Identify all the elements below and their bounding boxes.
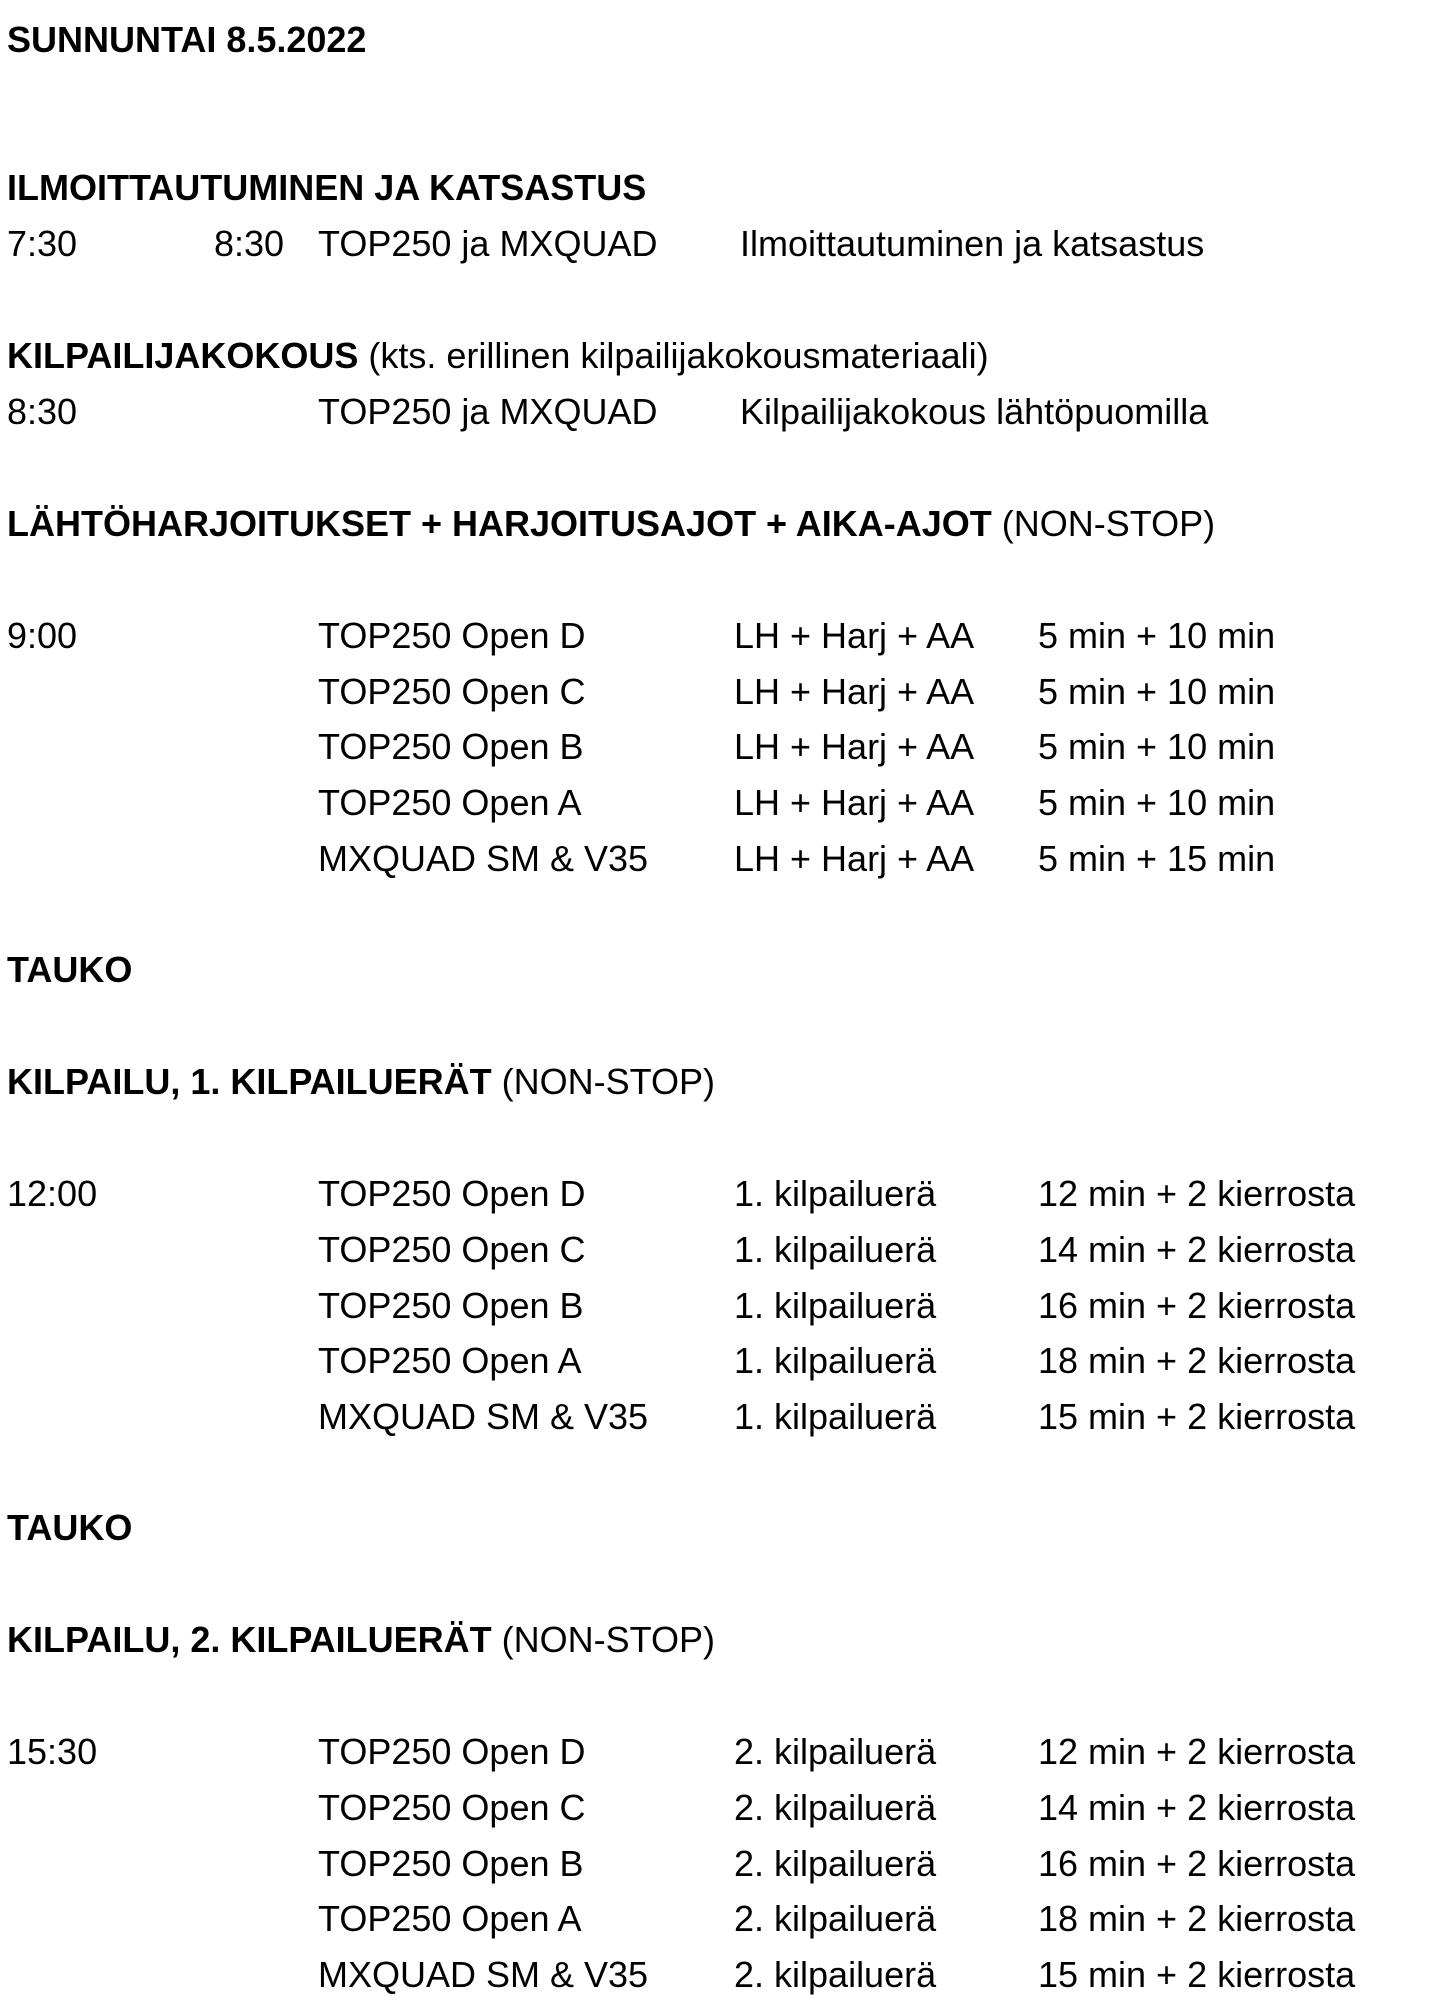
activity: 2. kilpailuerä — [734, 1954, 937, 1995]
class-name: TOP250 Open C — [318, 1229, 586, 1270]
class-name: TOP250 ja MXQUAD — [318, 223, 658, 264]
class-name: TOP250 Open B — [318, 1285, 584, 1326]
break-heading: TAUKO — [7, 949, 133, 990]
activity: 1. kilpailuerä — [734, 1340, 937, 1381]
duration: 5 min + 10 min — [1038, 615, 1276, 656]
duration: 12 min + 2 kierrosta — [1038, 1731, 1356, 1772]
table-row — [7, 670, 1427, 714]
start-time: 9:00 — [7, 615, 78, 656]
class-name: TOP250 ja MXQUAD — [318, 391, 658, 432]
duration: 14 min + 2 kierrosta — [1038, 1229, 1356, 1270]
class-name: MXQUAD SM & V35 — [318, 1396, 649, 1437]
table-row — [7, 837, 1427, 881]
activity: LH + Harj + AA — [734, 615, 975, 656]
class-name: TOP250 Open A — [318, 1340, 582, 1381]
table-row — [7, 1284, 1427, 1328]
class-name: TOP250 Open C — [318, 671, 586, 712]
class-name: MXQUAD SM & V35 — [318, 1954, 649, 1995]
activity: LH + Harj + AA — [734, 838, 975, 879]
duration: 15 min + 2 kierrosta — [1038, 1954, 1356, 1995]
start-time: 8:30 — [7, 391, 78, 432]
class-name: TOP250 Open A — [318, 782, 582, 823]
table-row — [7, 781, 1427, 825]
class-name: TOP250 Open B — [318, 726, 584, 767]
duration: 16 min + 2 kierrosta — [1038, 1843, 1356, 1884]
start-time: 15:30 — [7, 1731, 98, 1772]
activity: LH + Harj + AA — [734, 726, 975, 767]
class-name: MXQUAD SM & V35 — [318, 838, 649, 879]
end-time: 8:30 — [214, 223, 285, 264]
meeting-heading: KILPAILIJAKOKOUS (kts. erillinen kilpailijakokousmateriaali) — [7, 335, 989, 376]
duration: 12 min + 2 kierrosta — [1038, 1173, 1356, 1214]
class-name: TOP250 Open A — [318, 1898, 582, 1939]
table-row — [7, 1897, 1427, 1941]
activity: LH + Harj + AA — [734, 782, 975, 823]
break-heading: TAUKO — [7, 1507, 133, 1548]
table-row — [7, 1786, 1427, 1830]
activity: Kilpailijakokous lähtöpuomilla — [740, 391, 1209, 432]
activity: 2. kilpailuerä — [734, 1843, 937, 1884]
table-row — [7, 1730, 1427, 1774]
duration: 5 min + 15 min — [1038, 838, 1276, 879]
activity: 2. kilpailuerä — [734, 1898, 937, 1939]
class-name: TOP250 Open D — [318, 1173, 586, 1214]
duration: 14 min + 2 kierrosta — [1038, 1787, 1356, 1828]
activity: Ilmoittautuminen ja katsastus — [740, 223, 1205, 264]
table-row — [7, 725, 1427, 769]
table-row — [7, 614, 1427, 658]
class-name: TOP250 Open D — [318, 615, 586, 656]
table-row — [7, 1228, 1427, 1272]
duration: 18 min + 2 kierrosta — [1038, 1340, 1356, 1381]
practice-heading: LÄHTÖHARJOITUKSET + HARJOITUSAJOT + AIKA-AJOT (NON-STOP) — [7, 503, 1216, 544]
table-row — [7, 1172, 1427, 1216]
class-name: TOP250 Open B — [318, 1843, 584, 1884]
start-time: 12:00 — [7, 1173, 98, 1214]
duration: 5 min + 10 min — [1038, 782, 1276, 823]
duration: 15 min + 2 kierrosta — [1038, 1396, 1356, 1437]
duration: 18 min + 2 kierrosta — [1038, 1898, 1356, 1939]
activity: 1. kilpailuerä — [734, 1173, 937, 1214]
duration: 16 min + 2 kierrosta — [1038, 1285, 1356, 1326]
table-row — [7, 1395, 1427, 1439]
activity: 2. kilpailuerä — [734, 1731, 937, 1772]
duration: 5 min + 10 min — [1038, 726, 1276, 767]
activity: 1. kilpailuerä — [734, 1285, 937, 1326]
activity: 1. kilpailuerä — [734, 1229, 937, 1270]
table-row — [7, 1339, 1427, 1383]
registration-row — [7, 222, 1427, 266]
activity: LH + Harj + AA — [734, 671, 975, 712]
page-title: SUNNUNTAI 8.5.2022 — [7, 19, 367, 60]
activity: 2. kilpailuerä — [734, 1787, 937, 1828]
start-time: 7:30 — [7, 223, 78, 264]
class-name: TOP250 Open C — [318, 1787, 586, 1828]
class-name: TOP250 Open D — [318, 1731, 586, 1772]
meeting-row — [7, 390, 1427, 434]
activity: 1. kilpailuerä — [734, 1396, 937, 1437]
table-row — [7, 1953, 1427, 1997]
race2-heading: KILPAILU, 2. KILPAILUERÄT (NON-STOP) — [7, 1619, 716, 1660]
registration-heading: ILMOITTAUTUMINEN JA KATSASTUS — [7, 167, 647, 208]
duration: 5 min + 10 min — [1038, 671, 1276, 712]
table-row — [7, 1842, 1427, 1886]
race1-heading: KILPAILU, 1. KILPAILUERÄT (NON-STOP) — [7, 1061, 716, 1102]
